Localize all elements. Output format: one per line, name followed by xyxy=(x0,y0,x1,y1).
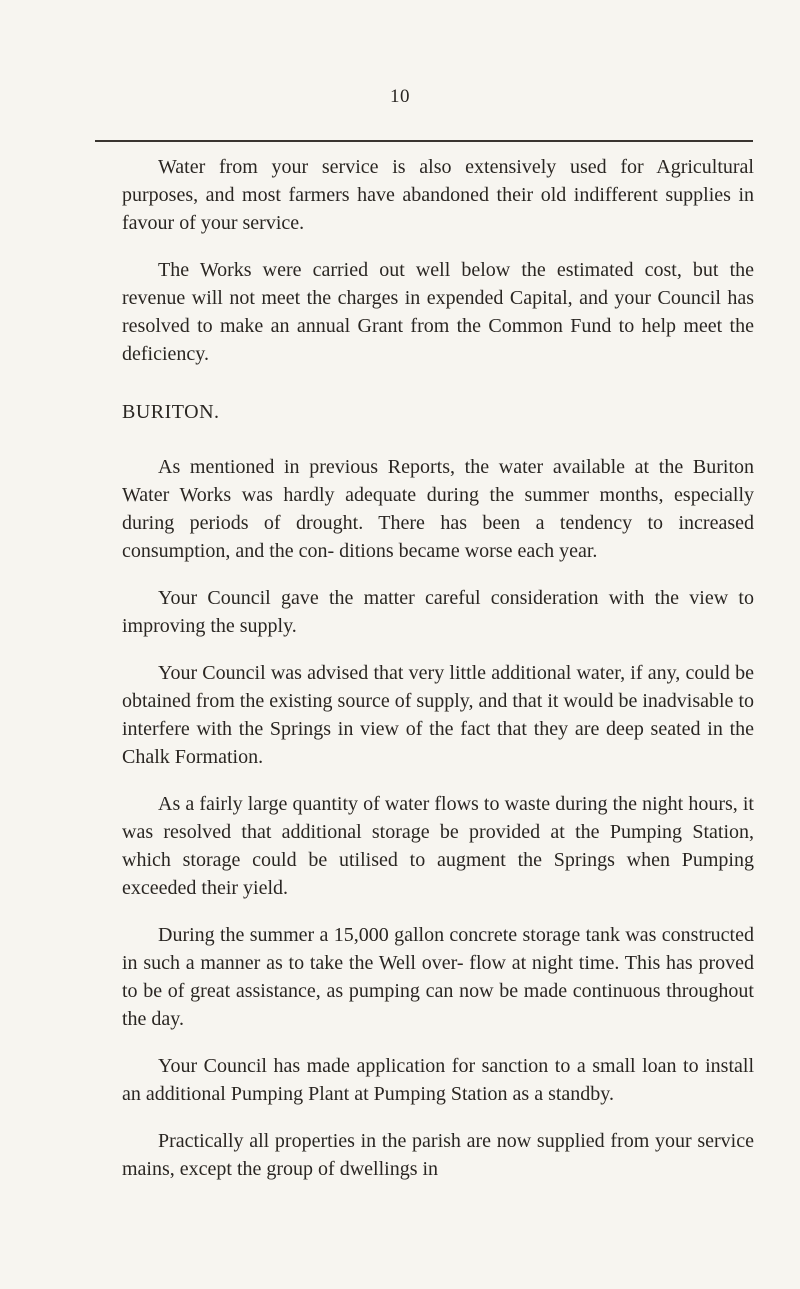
paragraph: Practically all properties in the parish are now supplied from your service mains, except the group of dwellings in xyxy=(122,1130,754,1180)
paragraph: The Works were carried out well below the estimated cost, but the revenue will not meet the charges in expended Capital, and your Council has resolved to make an annual Grant from the Common Fund to help meet the deficiency. xyxy=(122,259,754,365)
paragraph: Your Council gave the matter careful consideration with the view to improving the supply. xyxy=(122,587,754,637)
section-heading: BURITON. xyxy=(122,401,220,423)
header-rule xyxy=(95,140,753,142)
paragraph: Your Council has made application for sanction to a small loan to install an additional Pumping Plant at Pumping Station as a standby. xyxy=(122,1055,754,1105)
paragraph: Your Council was advised that very little additional water, if any, could be obtained from the existing source of supply, and that it would be inadvisable to interfere with the Springs in view of the fact that they are deep seated in the Chalk Formation. xyxy=(122,662,754,768)
paragraph: As mentioned in previous Reports, the water available at the Buriton Water Works was hardly adequate during the summer months, especially during periods of drought. There has been a tendency to increased consumption, and the con- ditions became worse each year. xyxy=(122,456,754,562)
paragraph: Water from your service is also extensively used for Agricultural purposes, and most farmers have abandoned their old indifferent supplies in favour of your service. xyxy=(122,156,754,234)
paragraph: During the summer a 15,000 gallon concrete storage tank was constructed in such a manner as to take the Well over- flow at night time. This has proved to be of great assistance, as pumping can now be made continuous throughout the day. xyxy=(122,924,754,1030)
paragraph: As a fairly large quantity of water flows to waste during the night hours, it was resolved that additional storage be provided at the Pumping Station, which storage could be utilised to augment the Springs when Pumping exceeded their yield. xyxy=(122,793,754,899)
page-number: 10 xyxy=(390,86,410,107)
body-text xyxy=(122,153,754,1183)
